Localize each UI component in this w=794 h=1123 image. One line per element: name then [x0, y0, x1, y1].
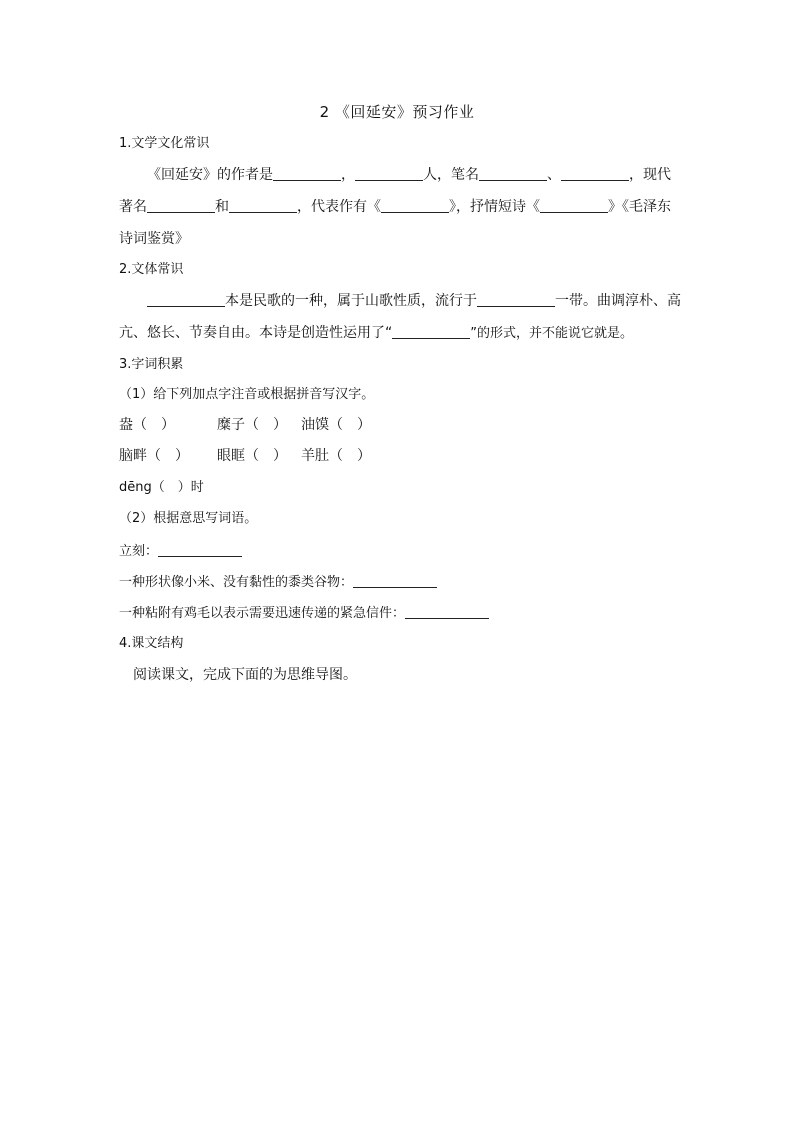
- text: 一种形状像小米、没有黏性的黍类谷物：: [119, 575, 354, 590]
- section-4-instruction: 阅读课文，完成下面的为思维导图。: [133, 667, 357, 683]
- section-4-heading: 4.课文结构: [119, 636, 184, 651]
- text: 和: [215, 199, 229, 215]
- blank-identity-1[interactable]: [147, 197, 215, 213]
- blank-identity-2[interactable]: [229, 197, 297, 213]
- blank-author[interactable]: [273, 165, 341, 181]
- text: 》，抒情短诗《: [449, 199, 540, 215]
- text: 立刻：: [119, 544, 159, 559]
- text: 、: [547, 167, 561, 183]
- section-2-line-2: [119, 323, 633, 344]
- section-3-heading: 3.字词积累: [119, 357, 184, 372]
- blank-penname-1[interactable]: [479, 165, 547, 181]
- blank-masterpiece[interactable]: [381, 197, 449, 213]
- section-2-line-1: [147, 291, 681, 311]
- blank-hometown[interactable]: [355, 165, 423, 181]
- section-1-line-3: 诗词鉴赏》: [119, 231, 189, 247]
- blank-region[interactable]: [477, 291, 555, 307]
- pinyin-item[interactable]: 羊肚（ ）: [301, 448, 371, 464]
- pinyin-item[interactable]: 油馍（ ）: [301, 417, 371, 433]
- text: 一种粘附有鸡毛以表示需要迅速传递的紧急信件：: [119, 606, 406, 621]
- blank-definition-3[interactable]: [405, 603, 489, 619]
- pinyin-item[interactable]: 糜子（ ）: [217, 417, 287, 433]
- section-1-line-1: [147, 165, 671, 185]
- blank-form[interactable]: [392, 323, 470, 339]
- text: 本是民歌的一种，属于山歌性质，流行于: [225, 293, 477, 309]
- text: ，: [341, 167, 355, 183]
- text: 著名: [119, 199, 147, 215]
- page-title: 2 《回延安》预习作业: [319, 103, 475, 121]
- section-3-question-2: （2）根据意思写词语。: [119, 511, 258, 526]
- section-1-heading: 1.文学文化常识: [119, 136, 210, 151]
- text: ”的形式，并不能说它就是。: [470, 326, 634, 341]
- blank-definition-2[interactable]: [353, 572, 437, 588]
- text: 《回延安》的作者是: [147, 167, 273, 183]
- text: 人，笔名: [423, 167, 479, 183]
- pinyin-item[interactable]: 盎（ ）: [119, 417, 175, 433]
- text: ，代表作有《: [297, 199, 381, 215]
- definition-3: [119, 603, 489, 624]
- text: ，现代: [629, 167, 671, 183]
- pinyin-row-3[interactable]: dēng（ ）时: [119, 480, 204, 495]
- text: 》《毛泽东: [608, 199, 671, 215]
- pinyin-row-2: [119, 446, 371, 466]
- blank-penname-2[interactable]: [561, 165, 629, 181]
- pinyin-row-1: [119, 415, 371, 435]
- text: 一带。曲调淳朴、高: [555, 293, 681, 309]
- pinyin-item[interactable]: 眼眶（ ）: [217, 448, 287, 464]
- text: 亢、悠长、节奏自由。本诗是创造性运用了“: [119, 325, 393, 341]
- section-1-line-2: [119, 197, 671, 217]
- blank-definition-1[interactable]: [158, 541, 242, 557]
- blank-short-poem[interactable]: [540, 197, 608, 213]
- definition-1: [119, 541, 242, 562]
- definition-2: [119, 572, 437, 593]
- section-3-question-1: （1）给下列加点字注音或根据拼音写汉字。: [119, 387, 375, 402]
- section-2-heading: 2.文体常识: [119, 262, 184, 277]
- pinyin-item[interactable]: 脑畔（ ）: [119, 448, 189, 464]
- blank-genre[interactable]: [147, 291, 225, 307]
